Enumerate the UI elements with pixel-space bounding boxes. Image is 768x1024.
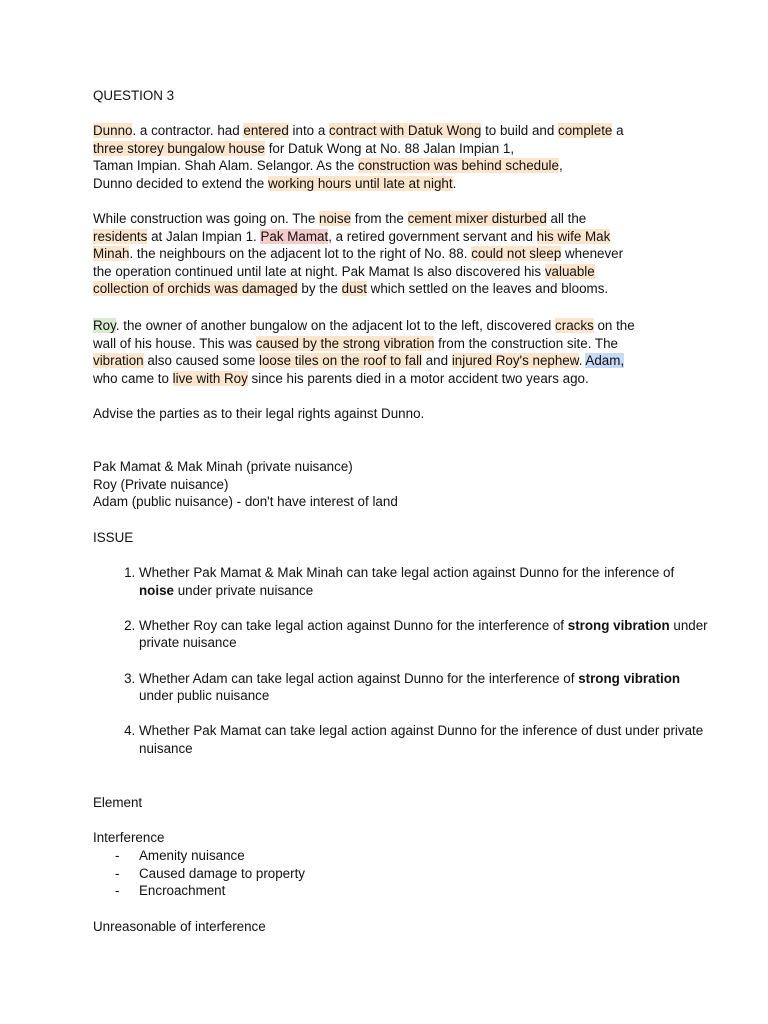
issue-heading: ISSUE — [93, 530, 134, 545]
highlighted-text: dust — [341, 281, 367, 297]
dash-marker: - — [115, 883, 120, 899]
highlighted-text: three storey bungalow house — [93, 140, 265, 156]
highlighted-text: construction was behind schedule — [358, 158, 559, 174]
highlighted-text: complete — [558, 123, 613, 138]
unreasonable-heading: Unreasonable of interference — [93, 919, 266, 934]
interference-item-label: Caused damage to property — [139, 865, 305, 881]
party-line: Roy (Private nuisance) — [93, 476, 229, 492]
scenario-paragraph-2: While construction was going on. The noise from the cement mixer disturbed all the residents at Jalan Impian 1. Pak Mamat, a retired government servant and his wife Mak Minah. the neighbours on the adjacent lot to the right of No. 88. could not sleep whenever the operation continued until late at night. Pak Mamat Is also discovered his valuable collection of orchids was damaged by the dust which settled on the leaves and blooms. — [93, 211, 624, 297]
interference-item-label: Encroachment — [139, 883, 226, 899]
highlighted-text: contract with Datuk Wong — [329, 123, 482, 138]
party-line: Pak Mamat & Mak Minah (private nuisance) — [93, 459, 353, 474]
highlighted-text: caused by the strong vibration — [255, 335, 435, 351]
interference-heading: Interference — [93, 830, 165, 845]
issue-item: 3. Whether Adam can take legal action against Dunno for the interference of strong vibration under public nuisance — [139, 670, 709, 705]
advise-instruction: Advise the parties as to their legal rights against Dunno. — [93, 406, 425, 421]
interference-item — [93, 865, 305, 883]
highlighted-text: Pak Mamat — [260, 228, 329, 244]
bold-text: strong vibration — [578, 670, 681, 686]
issues-list — [93, 564, 709, 775]
interference-list — [93, 847, 305, 900]
bold-text: noise — [139, 582, 174, 598]
highlighted-text: cracks — [555, 318, 594, 333]
scenario-paragraph-3: Roy. the owner of another bungalow on the adjacent lot to the left, discovered cracks on the wall of his house. This was caused by the strong vibration from the construction site. The vibration also caused some loose tiles on the roof to fall and injured Roy's nephew. Adam, who came to live with Roy since his parents died in a motor accident two years ago. — [93, 318, 635, 386]
issue-item: 4. Whether Pak Mamat can take legal action against Dunno for the inference of dust under private nuisance — [139, 722, 709, 757]
highlighted-text: Roy — [93, 318, 116, 333]
highlighted-text: working hours until late at night — [267, 175, 453, 191]
highlighted-text: entered — [243, 123, 289, 138]
highlighted-text: Minah — [93, 246, 130, 262]
scenario-paragraph-1: Dunno. a contractor. had entered into a contract with Datuk Wong to build and complete a three storey bungalow house for Datuk Wong at No. 88 Jalan Impian 1, Taman Impian. Shah Alam. Selangor. As the construction was behind schedule, Dunno decided to extend the working hours until late at night. — [93, 123, 624, 191]
highlighted-text: live with Roy — [172, 370, 248, 386]
highlighted-text: valuable — [544, 263, 595, 279]
issue-item: 2. Whether Roy can take legal action against Dunno for the interference of strong vibration under private nuisance — [139, 617, 709, 652]
interference-item — [93, 882, 305, 900]
question-title: QUESTION 3 — [93, 88, 175, 103]
interference-item — [93, 847, 305, 865]
highlighted-text: cement mixer disturbed — [407, 211, 547, 226]
issue-item: 1. Whether Pak Mamat & Mak Minah can take legal action against Dunno for the inference of noise under private nuisance — [139, 564, 709, 599]
highlighted-text: noise — [319, 211, 352, 226]
interference-item-label: Amenity nuisance — [139, 848, 245, 863]
highlighted-text: his wife Mak — [536, 228, 611, 244]
highlighted-text: residents — [93, 228, 148, 244]
parties-list — [93, 458, 683, 511]
dash-marker: - — [115, 865, 120, 881]
highlighted-text: vibration — [93, 353, 144, 369]
bold-text: strong vibration — [567, 617, 670, 633]
highlighted-text: loose tiles on the roof to fall — [259, 353, 423, 369]
highlighted-text: collection of orchids was damaged — [93, 281, 298, 297]
highlighted-text: could not sleep — [471, 246, 562, 262]
highlighted-text: Adam, — [585, 353, 625, 369]
highlighted-text: Dunno — [93, 123, 133, 138]
dash-marker: - — [115, 848, 120, 863]
party-line: Adam (public nuisance) - don't have interest of land — [93, 494, 398, 510]
element-heading: Element — [93, 795, 143, 810]
highlighted-text: injured Roy's nephew — [451, 353, 579, 369]
